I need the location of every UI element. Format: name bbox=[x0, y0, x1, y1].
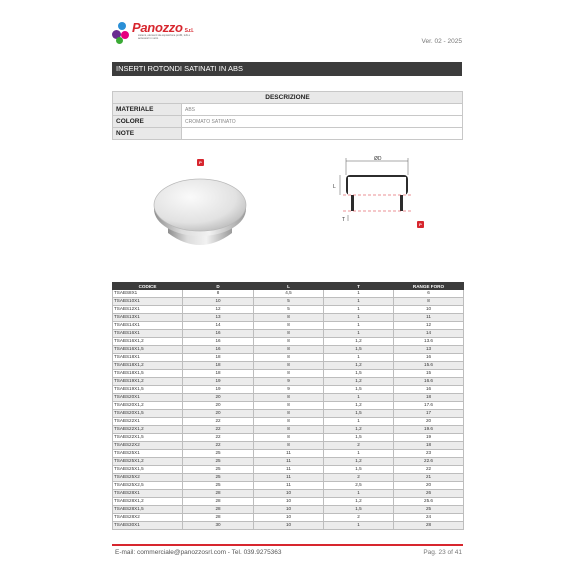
table-cell: 16 bbox=[183, 346, 254, 354]
table-cell: TSABS12X1 bbox=[113, 306, 183, 314]
table-cell: 8 bbox=[254, 402, 324, 410]
table-cell: 17.6 bbox=[394, 402, 464, 410]
table-cell: 4,5 bbox=[254, 290, 324, 298]
table-cell: 22 bbox=[394, 466, 464, 474]
table-cell: 14 bbox=[183, 322, 254, 330]
table-cell: 8 bbox=[254, 426, 324, 434]
table-cell: 22.6 bbox=[394, 458, 464, 466]
table-cell: TSABS28X1 bbox=[113, 490, 183, 498]
table-cell: 5 bbox=[254, 306, 324, 314]
table-cell: TSABS25X2,5 bbox=[113, 482, 183, 490]
description-value: ABS bbox=[182, 104, 463, 116]
table-row bbox=[113, 410, 464, 418]
table-cell: 22 bbox=[183, 442, 254, 450]
table-cell: 8 bbox=[254, 370, 324, 378]
table-row bbox=[113, 426, 464, 434]
logo-dots-icon bbox=[112, 22, 134, 46]
table-cell: 11 bbox=[254, 466, 324, 474]
brand-tagline: sistemi, elementi da esposizione profili, tubi e accessori in vetro bbox=[138, 34, 191, 40]
column-header: D bbox=[183, 283, 254, 290]
table-cell: 1,5 bbox=[324, 346, 394, 354]
description-header: DESCRIZIONE bbox=[113, 92, 463, 104]
table-cell: 25 bbox=[394, 506, 464, 514]
table-cell: 10 bbox=[254, 522, 324, 530]
table-cell: 8 bbox=[254, 442, 324, 450]
table-cell: TSABS25X1 bbox=[113, 450, 183, 458]
description-value bbox=[182, 128, 463, 140]
table-cell: 8 bbox=[254, 314, 324, 322]
table-cell: 25.6 bbox=[394, 498, 464, 506]
description-label: COLORE bbox=[113, 116, 182, 128]
table-cell: 15.6 bbox=[394, 362, 464, 370]
table-cell: 1,5 bbox=[324, 466, 394, 474]
table-cell: 8 bbox=[254, 338, 324, 346]
table-cell: 1 bbox=[324, 490, 394, 498]
table-cell: 20 bbox=[183, 394, 254, 402]
brand-name: Panozzo S.r.l. bbox=[132, 20, 194, 35]
table-cell: TSABS22X1 bbox=[113, 418, 183, 426]
table-cell: 20 bbox=[183, 402, 254, 410]
table-cell: 18 bbox=[183, 354, 254, 362]
table-row bbox=[113, 330, 464, 338]
table-cell: 1 bbox=[324, 322, 394, 330]
table-cell: TSABS16X1,5 bbox=[113, 346, 183, 354]
table-cell: 15 bbox=[394, 370, 464, 378]
table-cell: 19 bbox=[183, 386, 254, 394]
description-value: CROMATO SATINATO bbox=[182, 116, 463, 128]
table-cell: 9 bbox=[254, 378, 324, 386]
table-cell: TSABS14X1 bbox=[113, 322, 183, 330]
table-cell: 10 bbox=[254, 498, 324, 506]
table-row bbox=[113, 498, 464, 506]
table-cell: 8 bbox=[254, 418, 324, 426]
table-cell: 1,2 bbox=[324, 426, 394, 434]
table-cell: 11 bbox=[254, 458, 324, 466]
table-cell: 6 bbox=[394, 290, 464, 298]
description-label: NOTE bbox=[113, 128, 182, 140]
description-row-color bbox=[113, 116, 463, 128]
table-cell: 28 bbox=[183, 514, 254, 522]
description-row-notes bbox=[113, 128, 463, 140]
table-row bbox=[113, 458, 464, 466]
table-cell: TSABS18X1,5 bbox=[113, 370, 183, 378]
table-cell: 11 bbox=[254, 474, 324, 482]
table-cell: TSABS20X1,2 bbox=[113, 402, 183, 410]
table-cell: TSABS28X2 bbox=[113, 514, 183, 522]
table-cell: TSABS25X1,5 bbox=[113, 466, 183, 474]
thickness-label: T bbox=[342, 217, 346, 223]
table-cell: 18 bbox=[394, 394, 464, 402]
table-cell: 16 bbox=[183, 338, 254, 346]
table-cell: 20 bbox=[183, 410, 254, 418]
table-row bbox=[113, 298, 464, 306]
table-cell: 11 bbox=[254, 482, 324, 490]
table-cell: 8 bbox=[254, 354, 324, 362]
table-cell: 1 bbox=[324, 314, 394, 322]
page-title: INSERTI ROTONDI SATINATI IN ABS bbox=[112, 62, 462, 76]
column-header: RANGE FORO bbox=[394, 283, 464, 290]
table-cell: 8 bbox=[254, 394, 324, 402]
table-cell: 16 bbox=[394, 386, 464, 394]
description-table bbox=[112, 91, 463, 140]
table-cell: 8 bbox=[254, 434, 324, 442]
table-row bbox=[113, 522, 464, 530]
table-row bbox=[113, 474, 464, 482]
table-row bbox=[113, 322, 464, 330]
table-cell: TSABS13X1 bbox=[113, 314, 183, 322]
description-label: MATERIALE bbox=[113, 104, 182, 116]
table-cell: 28 bbox=[183, 506, 254, 514]
table-row bbox=[113, 354, 464, 362]
table-cell: 26 bbox=[394, 490, 464, 498]
table-cell: 1 bbox=[324, 354, 394, 362]
table-cell: TSABS10X1 bbox=[113, 298, 183, 306]
table-cell: 12 bbox=[394, 322, 464, 330]
table-cell: 14 bbox=[394, 330, 464, 338]
table-cell: 5 bbox=[254, 298, 324, 306]
table-row bbox=[113, 450, 464, 458]
table-cell: 16 bbox=[394, 354, 464, 362]
table-row bbox=[113, 402, 464, 410]
column-header: T bbox=[324, 283, 394, 290]
table-cell: 2 bbox=[324, 442, 394, 450]
table-cell: 10 bbox=[254, 490, 324, 498]
table-cell: TSABS25X2 bbox=[113, 474, 183, 482]
table-row bbox=[113, 346, 464, 354]
footer-divider bbox=[112, 544, 463, 546]
table-cell: 8 bbox=[183, 290, 254, 298]
table-cell: 1,2 bbox=[324, 378, 394, 386]
table-cell: 1,5 bbox=[324, 434, 394, 442]
table-cell: 1 bbox=[324, 418, 394, 426]
table-cell: 25 bbox=[183, 466, 254, 474]
height-label: L bbox=[333, 184, 336, 190]
table-cell: 22 bbox=[183, 434, 254, 442]
table-row bbox=[113, 442, 464, 450]
table-cell: TSABS19X1,2 bbox=[113, 378, 183, 386]
table-row bbox=[113, 386, 464, 394]
table-cell: 28 bbox=[394, 522, 464, 530]
table-cell: 24 bbox=[394, 514, 464, 522]
table-cell: TSABS18X1 bbox=[113, 354, 183, 362]
table-cell: 1 bbox=[324, 330, 394, 338]
table-cell: 19 bbox=[183, 378, 254, 386]
table-cell: 2 bbox=[324, 474, 394, 482]
table-row bbox=[113, 506, 464, 514]
table-cell: 22 bbox=[183, 426, 254, 434]
table-cell: 1,5 bbox=[324, 506, 394, 514]
table-row bbox=[113, 514, 464, 522]
table-cell: 17 bbox=[394, 410, 464, 418]
table-cell: 11 bbox=[254, 450, 324, 458]
table-cell: 1 bbox=[324, 522, 394, 530]
table-cell: TSABS16X1 bbox=[113, 330, 183, 338]
table-cell: TSABS22X1,2 bbox=[113, 426, 183, 434]
table-cell: 21 bbox=[394, 474, 464, 482]
table-cell: 1,2 bbox=[324, 362, 394, 370]
table-cell: 13.6 bbox=[394, 338, 464, 346]
table-cell: 18 bbox=[394, 442, 464, 450]
table-cell: 9 bbox=[254, 386, 324, 394]
table-cell: 8 bbox=[254, 322, 324, 330]
table-cell: 2 bbox=[324, 514, 394, 522]
description-row-material bbox=[113, 104, 463, 116]
table-cell: 1,5 bbox=[324, 386, 394, 394]
footer-contact: E-mail: commerciale@panozzosrl.com - Tel. 039.9275363 bbox=[115, 549, 282, 556]
table-cell: TSABS30X1 bbox=[113, 522, 183, 530]
table-cell: 16.6 bbox=[394, 378, 464, 386]
table-cell: 13 bbox=[183, 314, 254, 322]
table-cell: 19.6 bbox=[394, 426, 464, 434]
table-cell: 18 bbox=[183, 362, 254, 370]
table-row bbox=[113, 418, 464, 426]
table-cell: 20 bbox=[394, 418, 464, 426]
table-cell: 1,5 bbox=[324, 370, 394, 378]
product-codes-table bbox=[112, 282, 464, 530]
table-cell: 16 bbox=[183, 330, 254, 338]
table-cell: 10 bbox=[394, 306, 464, 314]
column-header: CODICE bbox=[113, 283, 183, 290]
table-cell: 1 bbox=[324, 394, 394, 402]
table-cell: 1,2 bbox=[324, 402, 394, 410]
table-cell: 1 bbox=[324, 306, 394, 314]
table-cell: 8 bbox=[254, 410, 324, 418]
product-image bbox=[150, 175, 250, 251]
table-cell: TSABS8X1 bbox=[113, 290, 183, 298]
company-logo bbox=[112, 20, 192, 46]
table-cell: 1 bbox=[324, 298, 394, 306]
table-cell: 25 bbox=[183, 458, 254, 466]
column-header: L bbox=[254, 283, 324, 290]
table-cell: 1 bbox=[324, 450, 394, 458]
table-cell: TSABS19X1,5 bbox=[113, 386, 183, 394]
table-cell: 28 bbox=[183, 498, 254, 506]
table-cell: 25 bbox=[183, 450, 254, 458]
table-cell: 11 bbox=[394, 314, 464, 322]
table-row bbox=[113, 362, 464, 370]
table-cell: TSABS20X1,5 bbox=[113, 410, 183, 418]
table-cell: 12 bbox=[183, 306, 254, 314]
table-cell: 1,2 bbox=[324, 458, 394, 466]
table-cell: TSABS20X1 bbox=[113, 394, 183, 402]
table-cell: 20 bbox=[394, 482, 464, 490]
table-cell: 10 bbox=[254, 514, 324, 522]
table-cell: 1,2 bbox=[324, 498, 394, 506]
table-row bbox=[113, 434, 464, 442]
table-cell: 10 bbox=[183, 298, 254, 306]
table-cell: 23 bbox=[394, 450, 464, 458]
technical-drawing bbox=[318, 155, 418, 225]
table-cell: 22 bbox=[183, 418, 254, 426]
table-cell: 2,5 bbox=[324, 482, 394, 490]
table-cell: 18 bbox=[183, 370, 254, 378]
table-cell: 10 bbox=[254, 506, 324, 514]
table-cell: TSABS16X1,2 bbox=[113, 338, 183, 346]
table-row bbox=[113, 290, 464, 298]
table-cell: 1,5 bbox=[324, 410, 394, 418]
table-row bbox=[113, 370, 464, 378]
table-cell: 25 bbox=[183, 474, 254, 482]
table-cell: TSABS28X1,5 bbox=[113, 506, 183, 514]
table-cell: 8 bbox=[254, 346, 324, 354]
diameter-label: ØD bbox=[374, 156, 382, 162]
table-cell: TSABS18X1,2 bbox=[113, 362, 183, 370]
table-row bbox=[113, 394, 464, 402]
table-cell: 8 bbox=[254, 330, 324, 338]
table-cell: TSABS22X1,5 bbox=[113, 434, 183, 442]
table-body bbox=[113, 290, 464, 530]
table-row bbox=[113, 378, 464, 386]
table-cell: TSABS22X2 bbox=[113, 442, 183, 450]
table-row bbox=[113, 482, 464, 490]
table-cell: 8 bbox=[254, 362, 324, 370]
table-cell: TSABS25X1,2 bbox=[113, 458, 183, 466]
table-row bbox=[113, 306, 464, 314]
table-cell: TSABS28X1,2 bbox=[113, 498, 183, 506]
table-cell: 13 bbox=[394, 346, 464, 354]
table-row bbox=[113, 338, 464, 346]
table-header-row bbox=[113, 283, 464, 290]
table-cell: 25 bbox=[183, 482, 254, 490]
table-cell: 1 bbox=[324, 290, 394, 298]
table-cell: 19 bbox=[394, 434, 464, 442]
table-cell: 30 bbox=[183, 522, 254, 530]
document-version: Ver. 02 - 2025 bbox=[421, 38, 462, 45]
table-row bbox=[113, 314, 464, 322]
table-cell: 28 bbox=[183, 490, 254, 498]
table-cell: 8 bbox=[394, 298, 464, 306]
table-cell: 1,2 bbox=[324, 338, 394, 346]
page-number: Pag. 23 of 41 bbox=[423, 549, 462, 556]
product-pin-icon: P bbox=[197, 159, 204, 166]
table-row bbox=[113, 466, 464, 474]
drawing-pin-icon: P bbox=[417, 221, 424, 228]
table-row bbox=[113, 490, 464, 498]
